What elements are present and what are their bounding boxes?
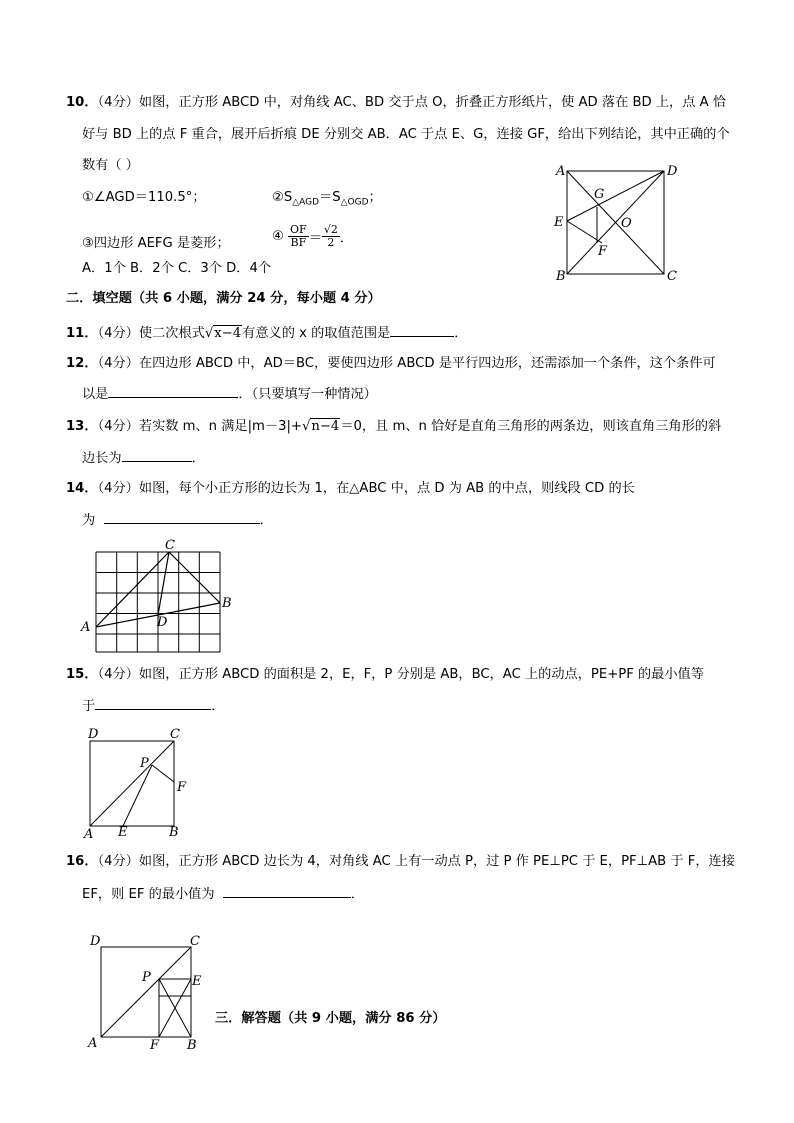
q10-line2: 好与 BD 上的点 F 重合，展开后折痕 DE 分别交 AB．AC 于点 E、G，连接 GF，给出下列结论，其中正确的个 xyxy=(82,127,730,142)
q16-figure xyxy=(84,930,214,1055)
q15-segment-pe xyxy=(123,765,152,826)
q15-segment-pf xyxy=(152,765,174,782)
q15-label-c: C xyxy=(170,727,180,742)
q16-label-a: A xyxy=(88,1036,98,1051)
q12-line2: 以是 ．（只要填写一种情况） xyxy=(82,387,377,402)
q10-conclusion-3: ③四边形 AEFG 是菱形； xyxy=(82,236,230,251)
q15-diagonal-ac xyxy=(90,741,174,826)
q16-answer-blank xyxy=(223,885,351,898)
q15-answer-blank xyxy=(95,697,211,710)
q13-answer-blank xyxy=(122,449,192,462)
q10-conclusion-1: ①∠AGD＝110.5°； xyxy=(82,190,206,205)
q14-answer-blank xyxy=(104,511,260,524)
q15-figure xyxy=(78,724,193,842)
q10-crease-de xyxy=(567,171,664,221)
q14-label-a: A xyxy=(81,620,91,635)
q15-line2: 于 ． xyxy=(82,699,225,714)
q12-line1: 12．（4分）在四边形 ABCD 中，AD＝BC，要使四边形 ABCD 是平行四边形，还需添加一个条件，这个条件可 xyxy=(66,356,716,371)
q14-label-b: B xyxy=(222,596,232,611)
q10-label-e: E xyxy=(554,215,564,230)
q14-figure xyxy=(78,535,243,655)
q10-score: （4分） xyxy=(97,95,139,110)
q10-text-1: 如图，正方形 ABCD 中，对角线 AC、BD 交于点 O，折叠正方形纸片，使 AD 落在 BD 上，点 A 恰 xyxy=(138,95,727,110)
q14-side-cb xyxy=(169,552,220,603)
q16-label-d: D xyxy=(90,934,101,949)
q15-label-e: E xyxy=(118,825,128,840)
q10-fraction-root2-over-2: $\frac{√2}{2}$ xyxy=(323,223,338,249)
q12-answer-blank xyxy=(108,385,238,398)
q16-label-f: F xyxy=(150,1038,160,1053)
q11-line: 11．（4分）使二次根式√x−4有意义的 x 的取值范围是 ． xyxy=(66,326,468,341)
q15-label-d: D xyxy=(88,727,99,742)
q11-answer-blank xyxy=(390,324,454,337)
q16-label-p: P xyxy=(142,970,151,985)
q10-label-b: B xyxy=(556,269,566,284)
q10-conclusion-4: ④ $\frac{OF}{BF}$ ＝ $\frac{√2}{2}$ ． xyxy=(272,223,354,249)
q14-label-c: C xyxy=(165,538,175,553)
q13-line1: 13．（4分）若实数 m、n 满足|m－3|+√n−4＝0，且 m、n 恰好是直角三角形的两条边，则该直角三角形的斜 xyxy=(66,419,722,434)
q10-label-d: D xyxy=(667,164,678,179)
q15-label-p: P xyxy=(140,756,149,771)
q10-number: 10． xyxy=(66,95,98,110)
q10-line1 xyxy=(66,94,726,112)
q14-line2: 为 ． xyxy=(82,513,273,528)
q16-label-e: E xyxy=(192,974,202,989)
q10-label-f: F xyxy=(598,244,608,259)
q10-label-a: A xyxy=(556,164,566,179)
section-3-title: 三．解答题（共 9 小题，满分 86 分） xyxy=(215,1011,446,1026)
q15-label-f: F xyxy=(177,780,187,795)
q16-diagonal-ac xyxy=(101,947,191,1037)
q16-line2: EF，则 EF 的最小值为 ． xyxy=(82,887,365,902)
q16-label-c: C xyxy=(190,934,200,949)
q14-line1: 14．（4分）如图，每个小正方形的边长为 1，在△ABC 中，点 D 为 AB 的中点，则线段 CD 的长 xyxy=(66,481,635,496)
section-2-title: 二．填空题（共 6 小题，满分 24 分，每小题 4 分） xyxy=(66,291,381,306)
q13-line2: 边长为 ． xyxy=(82,451,205,466)
q16-label-b: B xyxy=(187,1038,197,1053)
q10-figure xyxy=(548,160,688,285)
q10-conclusion-2: $②S_{\triangle AGD}=S_{\triangle OGD}$； xyxy=(272,190,382,208)
q15-line1: 15．（4分）如图，正方形 ABCD 的面积是 2，E，F，P 分别是 AB，BC，AC 上的动点，PE+PF 的最小值等 xyxy=(66,667,704,682)
q10-label-g: G xyxy=(594,187,605,202)
q15-label-b: B xyxy=(169,825,179,840)
q10-fraction-of-bf: $\frac{OF}{BF}$ xyxy=(290,223,307,249)
q14-grid xyxy=(96,552,220,652)
q10-label-c: C xyxy=(667,269,677,284)
q14-label-d: D xyxy=(157,615,168,630)
q16-line1: 16．（4分）如图，正方形 ABCD 边长为 4，对角线 AC 上有一动点 P，过 P 作 PE⊥PC 于 E，PF⊥AB 于 F，连接 xyxy=(66,854,735,869)
q10-label-o: O xyxy=(621,216,632,231)
q10-line3: 数有（ ） xyxy=(82,158,139,173)
q15-label-a: A xyxy=(84,827,94,842)
q10-options: A．1个 B．2个 C．3个 D．4个 xyxy=(82,261,272,276)
